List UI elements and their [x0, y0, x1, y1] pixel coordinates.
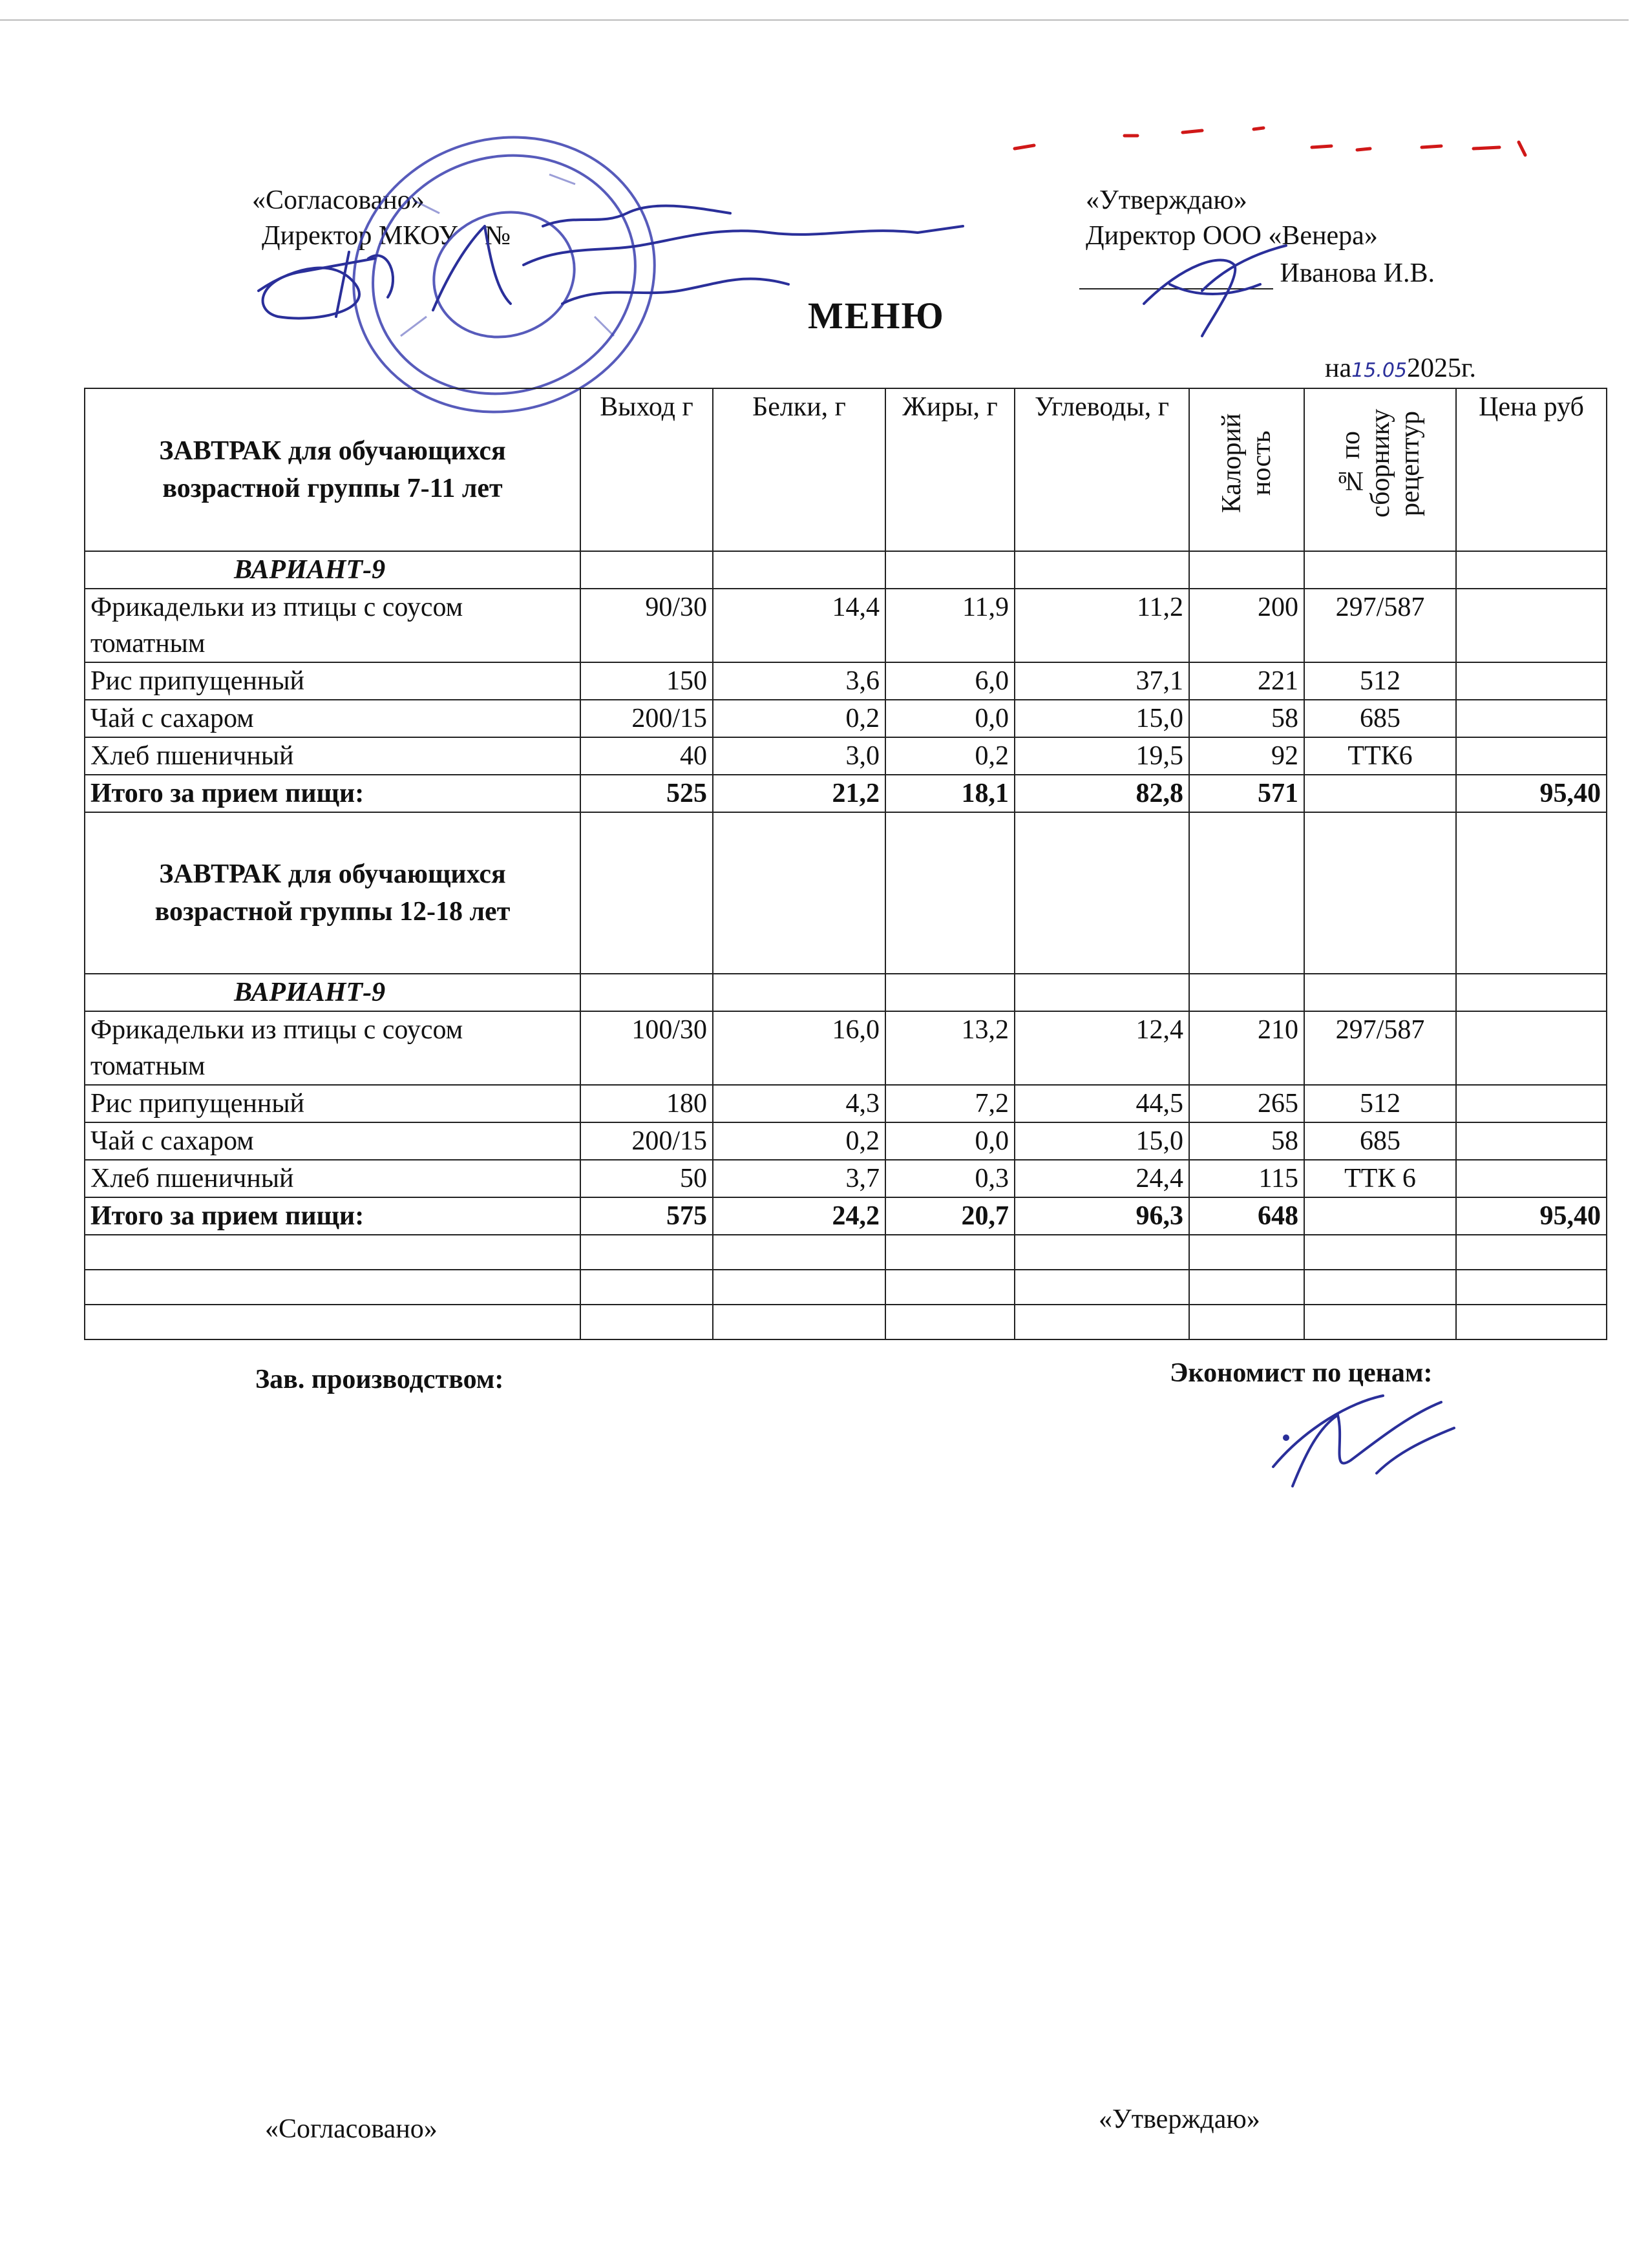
table-row: Фрикадельки из птицы с соусом томатным 100/30 16,0 13,2 12,4 210 297/587 [85, 1011, 1607, 1085]
header-recipe-no: № по сборнику рецептур [1304, 388, 1456, 551]
approval-right-position: Директор ООО «Венера» [1086, 221, 1378, 251]
header-yield: Выход г [580, 388, 713, 551]
document-title: МЕНЮ [808, 295, 945, 337]
table-row: Хлеб пшеничный 50 3,7 0,3 24,4 115 ТТК 6 [85, 1160, 1607, 1197]
empty-row [85, 1235, 1607, 1270]
handwritten-signature-economist [1267, 1389, 1461, 1493]
header-fat: Жиры, г [885, 388, 1015, 551]
table-row: Чай с сахаром 200/15 0,2 0,0 15,0 58 685 [85, 1122, 1607, 1160]
table-row: Чай с сахаром 200/15 0,2 0,0 15,0 58 685 [85, 700, 1607, 737]
date-line: на15.052025г. [1325, 353, 1477, 383]
table-header-row [85, 388, 1607, 551]
approval-right-heading: «Утверждаю» [1086, 185, 1247, 215]
handwritten-signature-right [1131, 226, 1299, 342]
menu-table [84, 388, 1607, 1340]
total-row: Итого за прием пищи: 575 24,2 20,7 96,3 648 95,40 [85, 1197, 1607, 1235]
approval-left-position: Директор МКОУ № [262, 221, 511, 251]
header-meal-7-11: ЗАВТРАК для обучающихся возрастной группы 7-11 лет [85, 388, 580, 551]
header-price: Цена руб [1456, 388, 1607, 551]
top-rule [0, 19, 1629, 21]
variant-row: ВАРИАНТ-9 [85, 974, 1607, 1011]
bottom-approval-left: «Согласовано» [265, 2114, 438, 2144]
approval-right-name: Иванова И.В. [1280, 258, 1435, 288]
bottom-approval-right: «Утверждаю» [1099, 2105, 1260, 2134]
variant-row: ВАРИАНТ-9 [85, 551, 1607, 589]
table-row: Рис припущенный 180 4,3 7,2 44,5 265 512 [85, 1085, 1607, 1122]
approval-left-heading: «Согласовано» [252, 185, 425, 215]
red-ink-marks [1008, 110, 1538, 162]
header-meal-12-18: ЗАВТРАК для обучающихся возрастной группы 12-18 лет [85, 812, 580, 974]
footer-production-head: Зав. производством: [255, 1365, 504, 1394]
table-row: Фрикадельки из птицы с соусом томатным 90/30 14,4 11,9 11,2 200 297/587 [85, 589, 1607, 662]
table-row: Рис припущенный 150 3,6 6,0 37,1 221 512 [85, 662, 1607, 700]
total-row: Итого за прием пищи: 525 21,2 18,1 82,8 571 95,40 [85, 775, 1607, 812]
empty-row [85, 1270, 1607, 1305]
footer-economist: Экономист по ценам: [1170, 1358, 1433, 1388]
header-calories: Калорий ность [1189, 388, 1304, 551]
header-protein: Белки, г [713, 388, 885, 551]
section-heading-row [85, 812, 1607, 974]
date-handwritten: 15.05 [1351, 359, 1408, 382]
header-carbs: Углеводы, г [1015, 388, 1189, 551]
empty-row [85, 1305, 1607, 1339]
table-row: Хлеб пшеничный 40 3,0 0,2 19,5 92 ТТК6 [85, 737, 1607, 775]
